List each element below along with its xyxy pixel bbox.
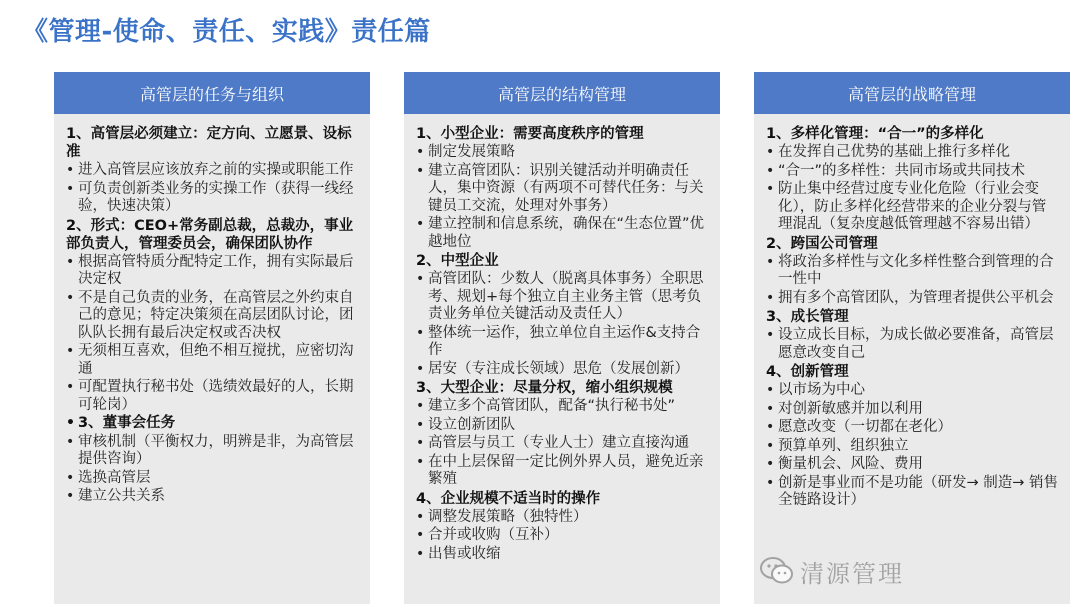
list-item-text: 建立高管团队：识别关键活动并明确责任人，集中资源（有两项不可替代任务：与关键员工交流，处理对外事务）: [428, 162, 704, 214]
list-item: [766, 181, 1058, 234]
list-item-text: 设立创新团队: [428, 416, 515, 433]
list-item: [766, 144, 1058, 162]
bullet: •: [416, 271, 425, 287]
list-item-text: 建立公共关系: [78, 488, 165, 504]
column-body: [404, 114, 720, 563]
list-item: [766, 382, 1058, 400]
column-task-organization: [54, 72, 370, 604]
bullet: •: [66, 379, 75, 395]
list-item-text: 选换高管层: [78, 469, 151, 486]
bullet: •: [766, 253, 775, 270]
list-item-text: 创新是事业而不是功能（研发→ 制造→ 销售全链路设计）: [778, 474, 1059, 508]
list-item-text: 进入高管层应该放弃之前的实操或职能工作: [78, 162, 354, 178]
bullet: •: [416, 416, 425, 433]
list-item: [766, 254, 1058, 289]
list-item: [66, 415, 358, 433]
list-item-text: 防止集中经营过度专业化危险（行业会变化），防止多样化经营带来的企业分裂与管理混乱（复杂度越低管理越不容易出错）: [778, 181, 1047, 232]
section-heading: 3、成长管理: [766, 309, 849, 325]
bullet: •: [416, 453, 425, 470]
bullet: •: [766, 400, 775, 417]
bullet: •: [66, 343, 75, 359]
column-body: [54, 114, 370, 506]
list-item: [66, 343, 358, 378]
list-item: [416, 546, 708, 564]
list-item: [416, 144, 708, 162]
list-item-text: 在中上层保留一定比例外界人员，避免近亲繁殖: [428, 453, 704, 487]
section-heading: 1、小型企业：需要高度秩序的管理: [416, 126, 644, 142]
list-item-text: 根据高管特质分配特定工作，拥有实际最后决定权: [78, 253, 354, 287]
bullet: •: [416, 527, 425, 543]
bullet: •: [416, 398, 425, 414]
section-heading: 2、跨国公司管理: [766, 235, 878, 252]
list-item-text: 高管层与员工（专业人士）建立直接沟通: [428, 435, 689, 451]
list-item: [766, 290, 1058, 308]
bullet: •: [416, 545, 425, 562]
list-item: [416, 271, 708, 324]
column-header: 高管层的战略管理: [754, 72, 1070, 114]
bullet: •: [766, 456, 775, 472]
list-item: [66, 379, 358, 414]
list-item-text: 3、董事会任务: [78, 415, 176, 431]
bullet: •: [766, 162, 775, 179]
list-item: [416, 435, 708, 453]
list-item: [766, 163, 1058, 181]
list-item-text: 合并或收购（互补）: [428, 527, 559, 543]
list-item-text: 在发挥自己优势的基础上推行多样化: [778, 144, 1010, 160]
list-item-text: “合一”的多样性：共同市场或共同技术: [778, 162, 1026, 179]
bullet: •: [416, 435, 425, 451]
bullet: •: [66, 162, 75, 178]
list-item: [416, 398, 708, 416]
column-header: 高管层的结构管理: [404, 72, 720, 114]
bullet: •: [66, 469, 75, 486]
list-item-text: 不是自己负责的业务，在高管层之外约束自己的意见；特定决策须在高层团队讨论，团队队长拥有最后决定权或否决权: [78, 289, 354, 341]
list-item-text: 对创新敏感并加以利用: [778, 400, 923, 417]
list-item: [766, 456, 1058, 474]
list-item-text: 无须相互喜欢，但绝不相互搅扰，应密切沟通: [78, 343, 354, 377]
list-item: [66, 181, 358, 216]
bullet: •: [66, 488, 75, 504]
list-item: [766, 419, 1058, 437]
list-item: [766, 327, 1058, 362]
bullet: •: [766, 382, 775, 398]
bullet: •: [766, 144, 775, 160]
list-item: [416, 527, 708, 545]
column-body: [754, 114, 1070, 510]
bullet: •: [766, 327, 775, 343]
list-item-text: 调整发展策略（独特性）: [428, 508, 588, 525]
bullet: •: [416, 162, 425, 179]
list-item: [766, 401, 1058, 419]
list-item: [416, 216, 708, 251]
bullet: •: [416, 324, 425, 341]
list-item-text: 预算单列、组织独立: [778, 437, 909, 454]
list-item-text: 衡量机会、风险、费用: [778, 456, 923, 472]
section-heading: 2、形式：CEO+常务副总裁，总裁办，事业部负责人，管理委员会，确保团队协作: [66, 217, 354, 252]
list-item-text: 出售或收缩: [428, 545, 501, 562]
watermark: [760, 556, 904, 586]
list-item: [766, 438, 1058, 456]
column-strategy-management: [754, 72, 1070, 604]
list-item: [66, 254, 358, 289]
list-item: [66, 290, 358, 343]
bullet: •: [416, 216, 425, 232]
list-item: [416, 325, 708, 360]
bullet: •: [766, 181, 775, 197]
list-item: [416, 509, 708, 527]
list-item: [66, 470, 358, 488]
section-heading: 4、创新管理: [766, 364, 849, 380]
section-heading: 1、高管层必须建立：定方向、立愿景、设标准: [66, 126, 352, 160]
list-item-text: 制定发展策略: [428, 144, 515, 160]
list-item-text: 建立多个高管团队，配备“执行秘书处”: [428, 398, 676, 414]
bullet: •: [416, 144, 425, 160]
column-header: 高管层的任务与组织: [54, 72, 370, 114]
bullet: •: [66, 433, 75, 450]
page-title: 《管理-使命、责任、实践》责任篇: [22, 17, 431, 47]
watermark-text: 清源管理: [800, 559, 904, 588]
list-item-text: 居安（专注成长领域）思危（发展创新）: [428, 360, 689, 377]
bullet: •: [766, 289, 775, 306]
wechat-icon: [760, 557, 794, 585]
list-item: [416, 361, 708, 379]
bullet: •: [66, 180, 75, 197]
section-heading: 1、多样化管理：“合一”的多样化: [766, 126, 984, 142]
list-item: [766, 475, 1058, 510]
list-item: [66, 162, 358, 180]
bullet: •: [66, 415, 75, 431]
section-heading: 2、中型企业: [416, 253, 499, 269]
list-item-text: 高管团队：少数人（脱离具体事务）全职思考、规划+每个独立自主业务主管（思考负责业务单位关键活动及责任人）: [428, 271, 704, 322]
bullet: •: [416, 508, 425, 525]
list-item-text: 可配置执行秘书处（选绩效最好的人，长期可轮岗）: [78, 379, 354, 413]
list-item: [416, 417, 708, 435]
bullet: •: [766, 437, 775, 454]
list-item-text: 以市场为中心: [778, 382, 865, 398]
bullet: •: [766, 419, 775, 435]
list-item: [416, 454, 708, 489]
bullet: •: [66, 253, 75, 270]
list-item-text: 将政治多样性与文化多样性整合到管理的合一性中: [778, 253, 1054, 287]
list-item-text: 愿意改变（一切都在老化）: [778, 419, 952, 435]
list-item-text: 建立控制和信息系统，确保在“生态位置”优越地位: [428, 216, 705, 250]
list-item: [416, 163, 708, 216]
list-item-text: 设立成长目标，为成长做必要准备，高管层愿意改变自己: [778, 327, 1054, 361]
section-heading: 4、企业规模不适当时的操作: [416, 490, 601, 507]
list-item-text: 审核机制（平衡权力，明辨是非，为高管层提供咨询）: [78, 433, 354, 467]
list-item-text: 拥有多个高管团队，为管理者提供公平机会: [778, 289, 1054, 306]
list-item-text: 整体统一运作，独立单位自主运作&支持合作: [428, 324, 701, 358]
list-item-text: 可负责创新类业务的实操工作（获得一线经验，快速决策）: [78, 180, 354, 214]
section-heading: 3、大型企业：尽量分权，缩小组织规模: [416, 380, 673, 396]
bullet: •: [416, 360, 425, 377]
bullet: •: [66, 289, 75, 306]
list-item: [66, 488, 358, 506]
list-item: [66, 434, 358, 469]
column-structure-management: [404, 72, 720, 604]
bullet: •: [766, 474, 775, 491]
